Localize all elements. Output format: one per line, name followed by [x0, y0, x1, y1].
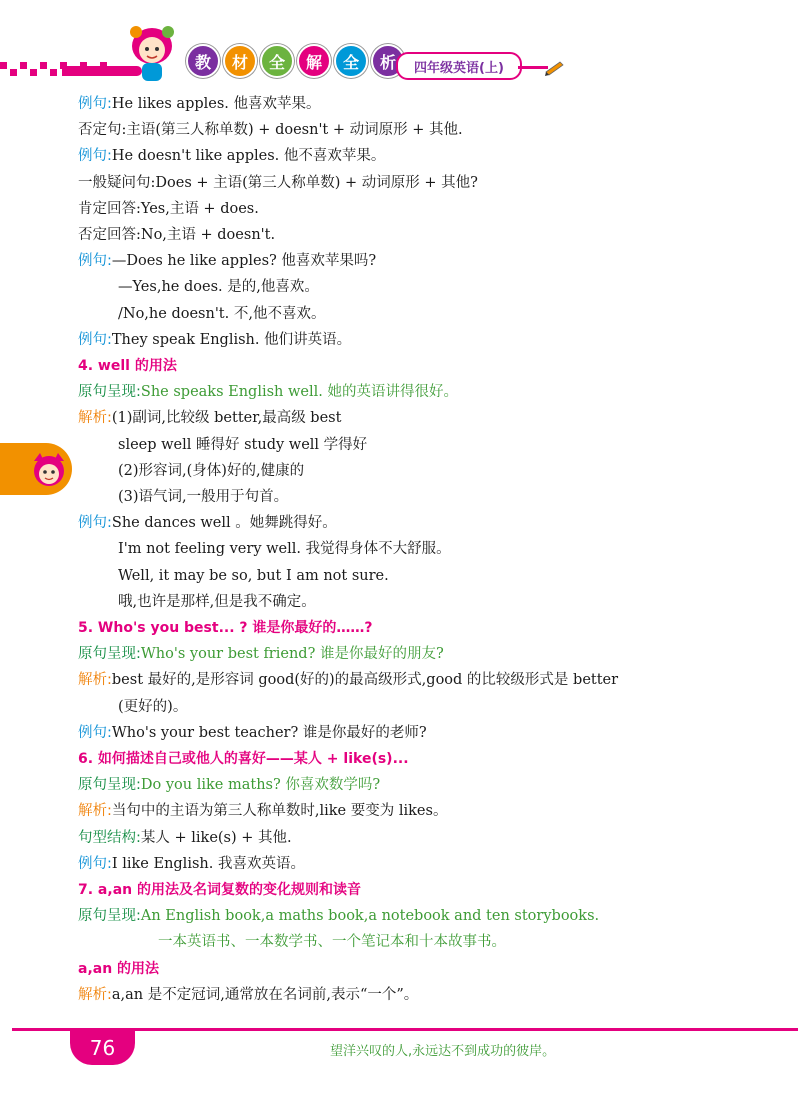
- line-text: 7. a,an 的用法及名词复数的变化规则和读音: [78, 882, 361, 898]
- line-text: I like English. 我喜欢英语。: [111, 855, 305, 872]
- checker-square: [0, 62, 7, 69]
- line-text: Well, it may be so, but I am not sure.: [118, 567, 389, 584]
- line-text: An English book,a maths book,a notebook and ten storybooks.: [140, 908, 600, 925]
- text-line: [78, 906, 599, 926]
- line-label: 例句:: [78, 148, 112, 165]
- line-label: 例句:: [78, 96, 112, 112]
- text-line: [78, 120, 463, 140]
- grade-badge: 四年级英语(上): [396, 52, 522, 80]
- text-line: [78, 644, 444, 664]
- line-label: 例句:: [78, 515, 112, 532]
- line-text: 否定句:主语(第三人称单数) + doesn't + 动词原形 + 其他.: [78, 122, 463, 139]
- line-label: 原句呈现:: [78, 777, 141, 794]
- text-line: [78, 199, 259, 219]
- text-line: [78, 94, 321, 114]
- line-text: She dances well 。她舞跳得好。: [111, 515, 337, 532]
- line-text: a,an 的用法: [78, 960, 160, 977]
- text-line: [118, 539, 451, 559]
- line-text: 一般疑问句:Does + 主语(第三人称单数) + 动词原形 + 其他?: [78, 174, 478, 191]
- line-text: 哦,也许是那样,但是我不确定。: [118, 593, 316, 610]
- line-label: 解析:: [78, 986, 112, 1003]
- line-text: a,an 是不定冠词,通常放在名词前,表示“一个”。: [111, 986, 419, 1003]
- text-line: [78, 854, 305, 874]
- text-line: [158, 932, 506, 952]
- title-char: 教: [186, 44, 220, 78]
- footer-motto: 望洋兴叹的人,永远达不到成功的彼岸。: [330, 1044, 556, 1059]
- text-line: [118, 592, 316, 612]
- line-text: 当句中的主语为第三人称单数时,like 要变为 likes。: [111, 803, 448, 820]
- checker-square: [30, 69, 37, 76]
- text-line: [78, 513, 337, 533]
- text-line: [78, 670, 618, 690]
- line-text: 6. 如何描述自己或他人的喜好——某人 + like(s)...: [78, 751, 409, 767]
- title-char: 析: [371, 44, 405, 78]
- page-header: [0, 0, 800, 95]
- line-label: 句型结构:: [78, 829, 141, 846]
- text-line: [78, 985, 418, 1005]
- text-line: [118, 566, 389, 586]
- section-heading: [78, 749, 409, 769]
- text-line: [118, 487, 288, 507]
- line-text: He likes apples. 他喜欢苹果。: [111, 96, 321, 112]
- text-line: [78, 173, 478, 193]
- checker-square: [50, 69, 57, 76]
- line-text: —Does he like apples? 他喜欢苹果吗?: [111, 253, 377, 270]
- section-heading: [78, 356, 177, 376]
- text-line: [78, 723, 427, 743]
- line-label: 例句:: [78, 253, 112, 270]
- line-label: 原句呈现:: [78, 646, 141, 663]
- text-line: [78, 146, 385, 166]
- line-text: sleep well 睡得好 study well 学得好: [118, 436, 368, 453]
- text-line: [118, 435, 367, 455]
- line-label: 解析:: [78, 672, 112, 689]
- text-line: [78, 828, 292, 848]
- page-number: 76: [70, 1031, 135, 1065]
- text-line: [118, 277, 319, 297]
- section-heading: [78, 618, 373, 638]
- book-title: [186, 44, 405, 78]
- line-text: (3)语气词,一般用于句首。: [118, 489, 289, 505]
- line-text: 4. well 的用法: [78, 358, 177, 374]
- pen-icon: [544, 58, 566, 76]
- text-line: [78, 775, 380, 795]
- line-label: 解析:: [78, 803, 112, 820]
- line-text: I'm not feeling very well. 我觉得身体不大舒服。: [118, 541, 451, 558]
- line-text: Who's your best friend? 谁是你最好的朋友?: [140, 646, 444, 663]
- text-line: [78, 225, 275, 245]
- line-label: 例句:: [78, 855, 112, 872]
- line-text: 否定回答:No,主语 + doesn't.: [78, 227, 276, 243]
- line-text: Do you like maths? 你喜欢数学吗?: [140, 777, 381, 794]
- section-heading: [78, 959, 159, 979]
- title-char: 全: [260, 44, 294, 78]
- line-text: best 最好的,是形容词 good(好的)的最高级形式,good 的比较级形式是 better: [111, 672, 619, 689]
- text-line: [78, 251, 376, 271]
- line-text: —Yes,he does. 是的,他喜欢。: [118, 279, 319, 296]
- line-text: /No,he doesn't. 不,他不喜欢。: [118, 305, 326, 322]
- checker-square: [40, 62, 47, 69]
- text-line: [118, 304, 325, 324]
- text-line: [78, 330, 351, 350]
- line-text: Who's your best teacher? 谁是你最好的老师?: [111, 724, 427, 741]
- text-line: [118, 697, 187, 717]
- line-text: 某人 + like(s) + 其他.: [140, 829, 292, 846]
- line-label: 原句呈现:: [78, 908, 141, 925]
- mascot-girl-icon: [122, 18, 182, 88]
- section-heading: [78, 880, 361, 900]
- text-line: [78, 408, 341, 428]
- line-text: (1)副词,比较级 better,最高级 best: [111, 410, 342, 427]
- title-char: 全: [334, 44, 368, 78]
- line-text: He doesn't like apples. 他不喜欢苹果。: [111, 148, 386, 165]
- line-text: 肯定回答:Yes,主语 + does.: [78, 200, 259, 217]
- title-char: 材: [223, 44, 257, 78]
- title-char: 解: [297, 44, 331, 78]
- line-label: 原句呈现:: [78, 384, 141, 401]
- line-text: They speak English. 他们讲英语。: [111, 331, 352, 348]
- line-text: 一本英语书、一本数学书、一个笔记本和十本故事书。: [158, 934, 506, 951]
- mascot-face-icon: [30, 451, 68, 489]
- text-line: [118, 461, 304, 481]
- line-text: (2)形容词,(身体)好的,健康的: [118, 462, 305, 479]
- line-text: She speaks English well. 她的英语讲得很好。: [140, 384, 458, 401]
- text-line: [78, 801, 447, 821]
- checker-square: [10, 69, 17, 76]
- line-label: 例句:: [78, 331, 112, 348]
- line-label: 解析:: [78, 410, 112, 427]
- line-label: 例句:: [78, 724, 112, 741]
- text-line: [78, 382, 458, 402]
- line-text: (更好的)。: [118, 698, 188, 715]
- checker-square: [20, 62, 27, 69]
- line-text: 5. Who's you best... ? 谁是你最好的……?: [78, 620, 373, 636]
